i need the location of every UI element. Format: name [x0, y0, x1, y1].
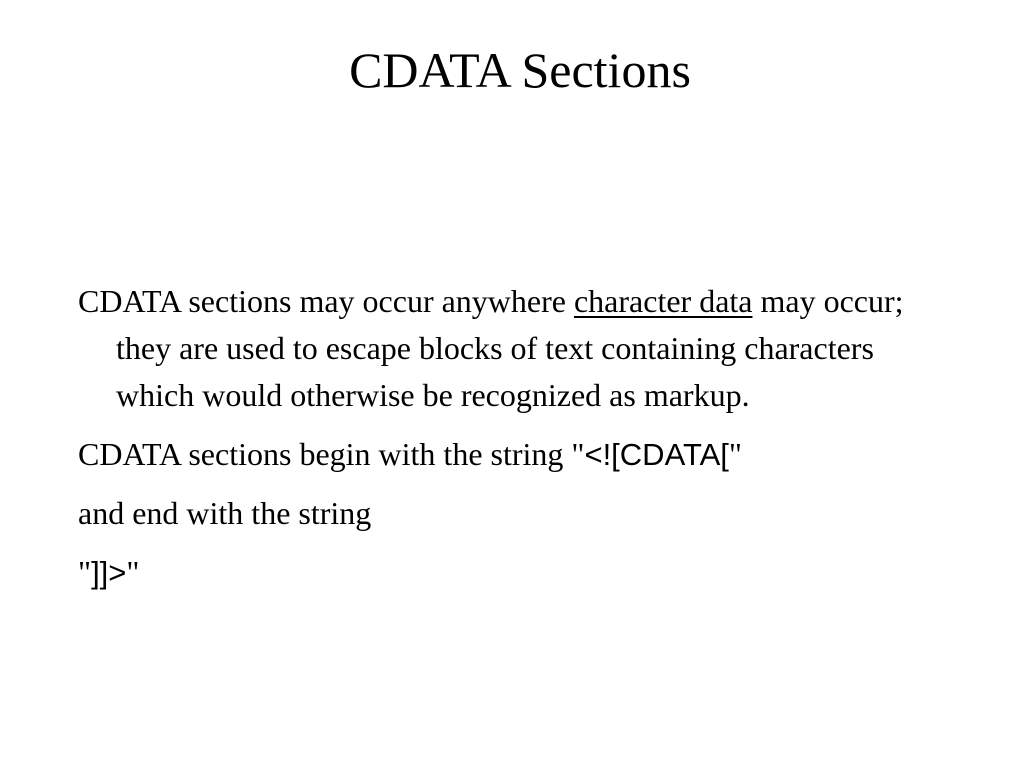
- paragraph-cdata-end: [78, 490, 958, 537]
- slide-body: [78, 278, 958, 608]
- slide-title: CDATA Sections: [349, 42, 691, 98]
- paragraph-text: CDATA sections may occur anywhere: [78, 283, 574, 319]
- character-data-link[interactable]: character data: [573, 283, 753, 319]
- paragraph-cdata-begin: [78, 431, 958, 478]
- paragraph-text: CDATA sections begin with the string ": [78, 436, 585, 472]
- cdata-close-string: ]]>: [91, 555, 127, 590]
- paragraph-text: ": [126, 554, 140, 590]
- paragraph-text: may occur; they are used to escape blocks of text containing characters which would otherwise be recognized as markup.: [116, 283, 904, 413]
- paragraph-cdata-end-string: [78, 549, 958, 596]
- cdata-open-string: <![CDATA[: [584, 437, 729, 472]
- paragraph-text: ": [78, 554, 92, 590]
- paragraph-text: ": [728, 436, 742, 472]
- paragraph-cdata-definition: [78, 278, 958, 419]
- paragraph-text: and end with the string: [78, 495, 372, 531]
